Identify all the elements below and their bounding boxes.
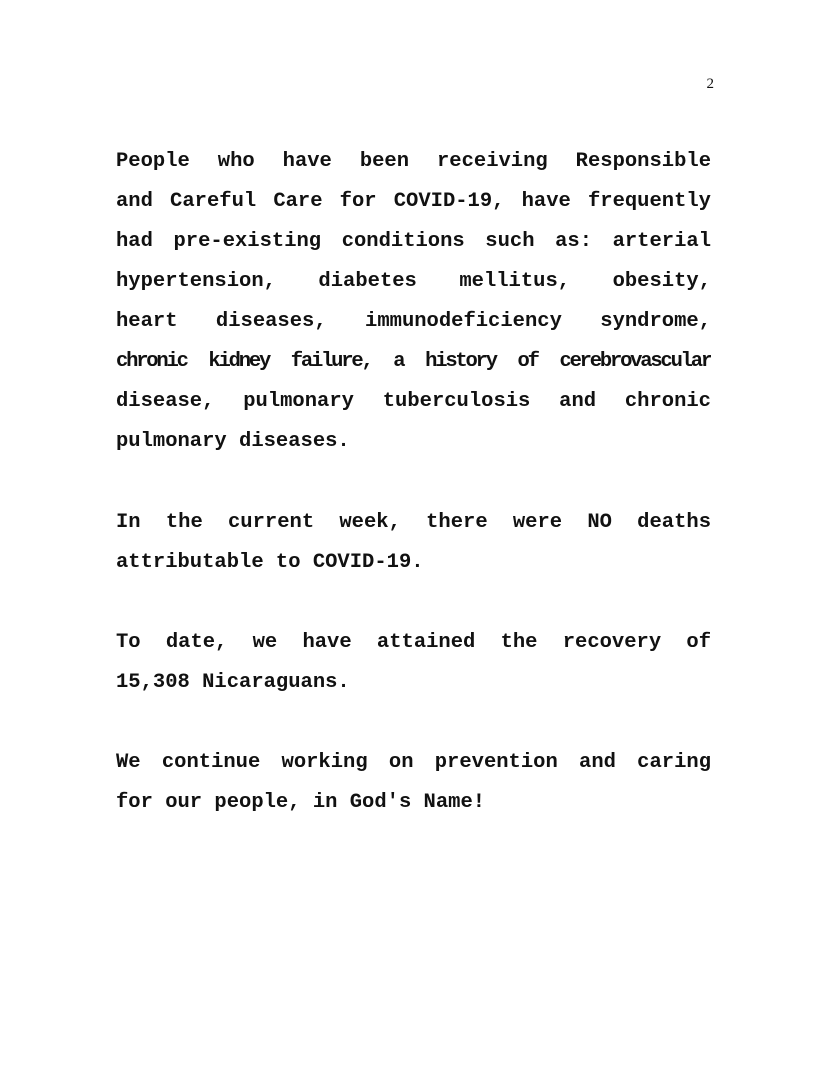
paragraph-pre-existing-conditions (116, 142, 711, 462)
text-line: heart diseases, immunodeficiency syndrome, (116, 310, 711, 333)
text-line: People who have been receiving Responsible (116, 150, 711, 173)
paragraph-closing (116, 743, 711, 823)
text-line: had pre-existing conditions such as: arterial (116, 230, 711, 253)
text-line: attributable to COVID-19. (116, 551, 424, 574)
text-line: pulmonary diseases. (116, 430, 350, 453)
text-line: 15,308 Nicaraguans. (116, 671, 350, 694)
text-line: In the current week, there were NO deaths (116, 511, 711, 534)
paragraph-deaths (116, 503, 711, 583)
page-number: 2 (706, 76, 714, 92)
text-line: We continue working on prevention and caring (116, 751, 711, 774)
text-line: To date, we have attained the recovery of (116, 631, 711, 654)
text-line: disease, pulmonary tuberculosis and chronic (116, 390, 711, 413)
text-line: hypertension, diabetes mellitus, obesity, (116, 270, 711, 293)
text-line: and Careful Care for COVID-19, have frequently (116, 190, 711, 213)
paragraph-recovery (116, 623, 711, 703)
text-line: for our people, in God's Name! (116, 791, 486, 814)
text-line: chronic kidney failure, a history of cerebrovascular (116, 350, 711, 373)
